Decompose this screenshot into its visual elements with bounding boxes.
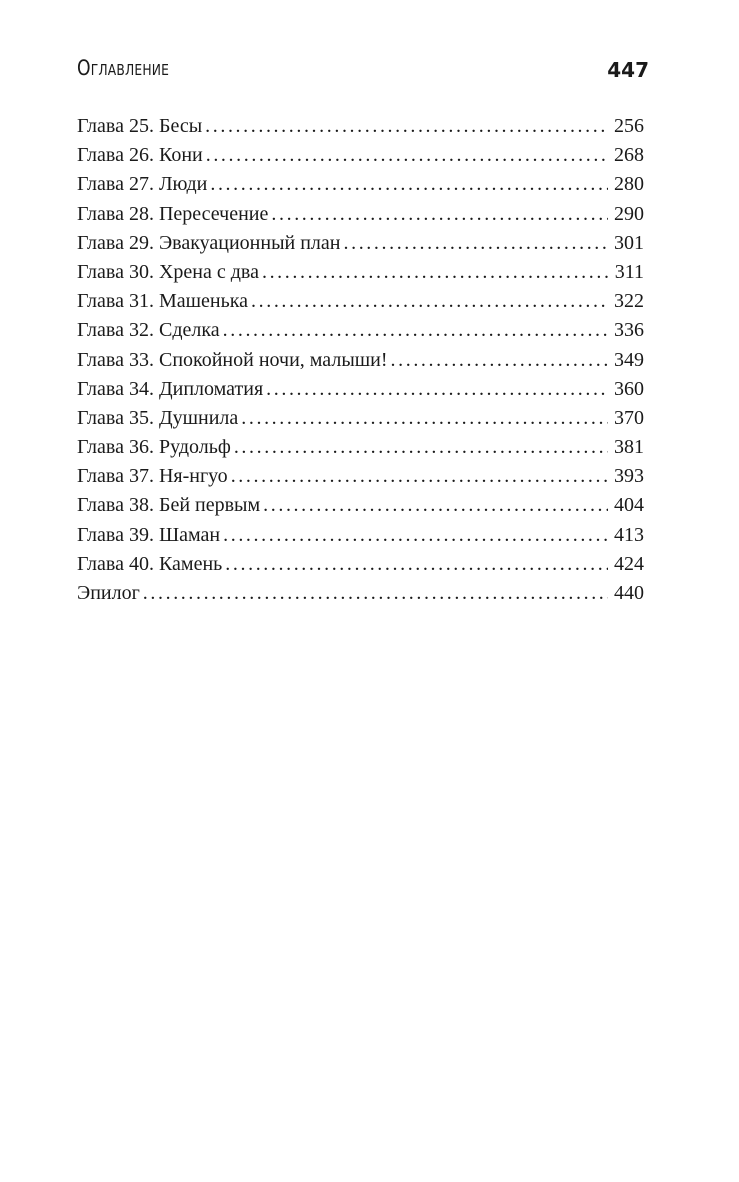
toc-entry-title: Эпилог: [77, 582, 140, 604]
toc-entry-title: Глава 26. Кони: [77, 144, 203, 167]
dot-leader: [271, 200, 608, 229]
dot-leader: [241, 404, 608, 433]
page-number: 447: [607, 58, 649, 82]
toc-entry-page: 301: [614, 231, 644, 254]
toc-entry-page: 424: [614, 552, 644, 575]
table-of-contents: [77, 112, 644, 608]
dot-leader: [210, 170, 608, 199]
toc-entry[interactable]: [77, 521, 644, 550]
toc-entry-page: 404: [614, 494, 644, 517]
toc-entry-page: 280: [614, 173, 644, 196]
toc-entry-title: Глава 25. Бесы: [77, 115, 203, 137]
toc-entry-title: Глава 30. Хрена с два: [77, 260, 259, 283]
dot-leader: [266, 375, 608, 404]
toc-entry-title: Глава 39. Шаман: [77, 523, 221, 546]
toc-entry[interactable]: [77, 550, 644, 579]
dot-leader: [263, 491, 608, 520]
toc-entry-page: 322: [614, 290, 644, 313]
toc-entry-title: Глава 34. Дипломатия: [77, 377, 264, 400]
toc-entry[interactable]: [77, 112, 644, 141]
toc-entry[interactable]: [77, 433, 644, 462]
dot-leader: [223, 521, 608, 550]
section-title: Оглавление: [77, 56, 170, 80]
toc-entry-title: Глава 37. Ня-нгуо: [77, 465, 228, 488]
dot-leader: [344, 229, 609, 258]
dot-leader: [231, 462, 608, 491]
dot-leader: [262, 258, 609, 287]
toc-entry-page: 311: [614, 260, 644, 283]
toc-entry-title: Глава 27. Люди: [77, 173, 208, 196]
toc-entry[interactable]: [77, 200, 644, 229]
toc-entry-title: Глава 29. Эвакуационный план: [77, 231, 341, 254]
toc-entry[interactable]: [77, 287, 644, 316]
dot-leader: [391, 346, 608, 375]
toc-entry-title: Глава 36. Рудольф: [77, 436, 231, 459]
toc-entry[interactable]: [77, 141, 644, 170]
toc-entry-title: Глава 33. Спокойной ночи, малыши!: [77, 348, 388, 371]
toc-entry[interactable]: [77, 258, 644, 287]
running-header: [77, 54, 649, 88]
toc-entry[interactable]: [77, 316, 644, 345]
dot-leader: [225, 550, 608, 579]
toc-entry-page: 413: [614, 523, 644, 546]
toc-entry-page: 370: [614, 406, 644, 429]
dot-leader: [206, 141, 608, 170]
toc-entry-title: Глава 40. Камень: [77, 552, 223, 575]
dot-leader: [205, 112, 608, 141]
toc-entry[interactable]: [77, 404, 644, 433]
toc-entry-title: Глава 32. Сделка: [77, 319, 220, 342]
toc-entry[interactable]: [77, 462, 644, 491]
toc-entry-page: 290: [614, 202, 644, 225]
toc-entry-title: Глава 38. Бей первым: [77, 494, 261, 517]
toc-entry-page: 381: [614, 436, 644, 459]
toc-entry[interactable]: [77, 170, 644, 199]
toc-entry-page: 393: [614, 465, 644, 488]
toc-entry[interactable]: [77, 375, 644, 404]
toc-entry[interactable]: [77, 229, 644, 258]
dot-leader: [143, 579, 608, 608]
toc-entry-page: 268: [614, 144, 644, 167]
toc-entry-page: 256: [614, 115, 644, 137]
toc-entry-title: Глава 35. Душнила: [77, 406, 239, 429]
toc-entry-title: Глава 28. Пересечение: [77, 202, 269, 225]
dot-leader: [223, 316, 608, 345]
toc-entry-title: Глава 31. Машенька: [77, 290, 249, 313]
toc-entry-page: 440: [614, 582, 644, 604]
dot-leader: [251, 287, 608, 316]
toc-entry[interactable]: [77, 579, 644, 608]
toc-entry-page: 336: [614, 319, 644, 342]
dot-leader: [234, 433, 608, 462]
toc-entry[interactable]: [77, 491, 644, 520]
toc-entry-page: 360: [614, 377, 644, 400]
toc-entry-page: 349: [614, 348, 644, 371]
toc-entry[interactable]: [77, 346, 644, 375]
